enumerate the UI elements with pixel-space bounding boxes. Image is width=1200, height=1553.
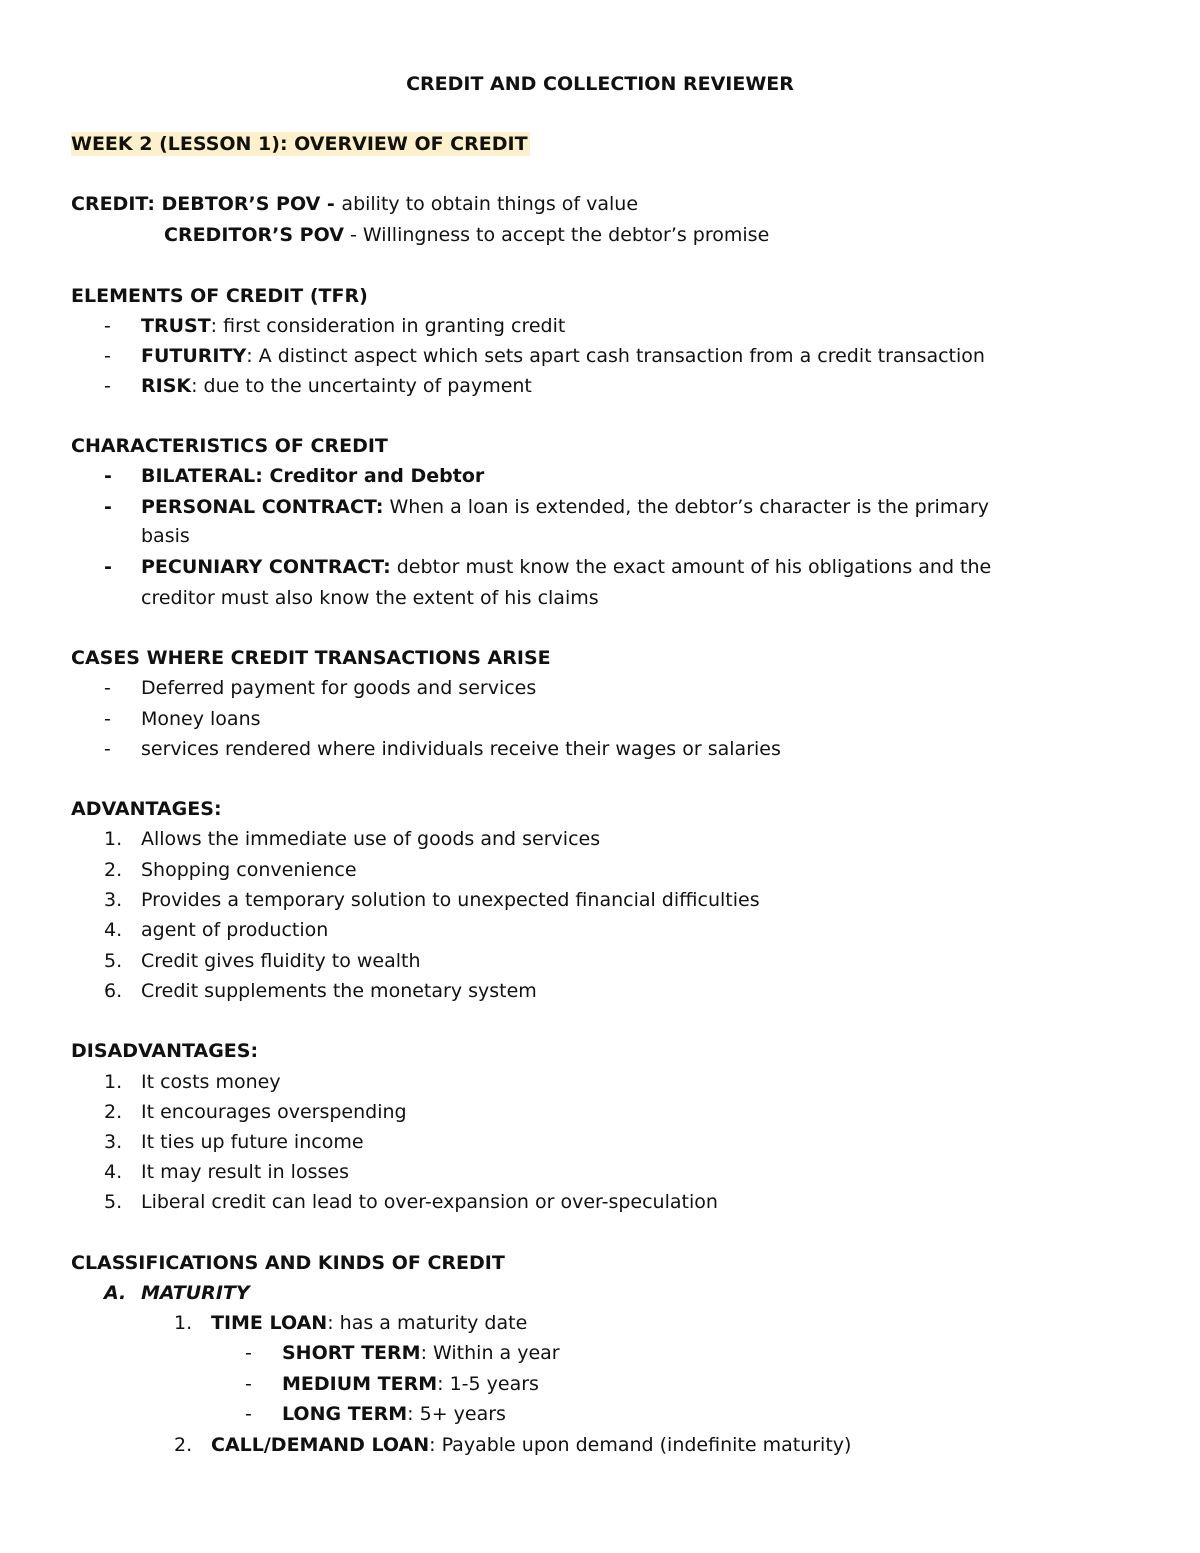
item-term: TRUST	[141, 315, 211, 337]
list-item	[282, 1399, 506, 1429]
item-text: : 5+ years	[407, 1403, 506, 1425]
item-text: : 1-5 years	[437, 1373, 539, 1395]
list-number: 3.	[104, 889, 123, 911]
list-marker: -	[104, 496, 112, 518]
list-item	[282, 1369, 539, 1399]
list-item	[141, 492, 989, 522]
list-item	[141, 552, 991, 582]
list-marker: -	[245, 1373, 252, 1395]
list-item: Credit gives fluidity to wealth	[141, 950, 421, 972]
list-number: 2.	[104, 859, 123, 881]
list-item: It may result in losses	[141, 1161, 349, 1183]
list-item: It ties up future income	[141, 1131, 364, 1153]
classifications-heading: CLASSIFICATIONS AND KINDS OF CREDIT	[71, 1252, 505, 1274]
maturity-subheading: MATURITY	[141, 1282, 250, 1304]
list-item: Deferred payment for goods and services	[141, 677, 537, 699]
elements-heading: ELEMENTS OF CREDIT (TFR)	[71, 285, 368, 307]
item-term: FUTURITY	[141, 345, 247, 367]
list-marker: -	[104, 677, 111, 699]
credit-definition-debtor	[71, 189, 638, 219]
document-title: CREDIT AND COLLECTION REVIEWER	[406, 73, 794, 95]
list-number: 5.	[104, 950, 123, 972]
list-item	[282, 1338, 560, 1368]
advantages-heading: ADVANTAGES:	[71, 798, 222, 820]
list-number: 2.	[174, 1434, 193, 1456]
list-marker: -	[104, 315, 111, 337]
item-term: PECUNIARY CONTRACT:	[141, 556, 391, 578]
list-number: 1.	[174, 1312, 193, 1334]
list-marker: -	[245, 1342, 252, 1364]
item-term: MEDIUM TERM	[282, 1373, 438, 1395]
list-item: services rendered where individuals receive their wages or salaries	[141, 738, 781, 760]
item-text: : first consideration in granting credit	[210, 315, 566, 337]
credit-definition-creditor	[164, 220, 769, 250]
list-item	[141, 461, 484, 491]
item-text: debtor must know the exact amount of his obligations and the	[390, 556, 992, 578]
list-item: It encourages overspending	[141, 1101, 407, 1123]
item-text: : Within a year	[420, 1342, 560, 1364]
list-marker: -	[104, 708, 111, 730]
list-item	[141, 311, 565, 341]
list-item: Money loans	[141, 708, 261, 730]
list-item-continuation: basis	[141, 525, 190, 547]
credit-label: CREDIT:	[71, 193, 162, 215]
debtor-pov-term: DEBTOR’S POV -	[161, 193, 342, 215]
item-term: SHORT TERM	[282, 1342, 421, 1364]
list-number: 1.	[104, 828, 123, 850]
item-text: When a loan is extended, the debtor’s character is the primary	[383, 496, 990, 518]
list-marker: -	[104, 375, 111, 397]
list-marker: -	[104, 556, 112, 578]
creditor-pov-text: - Willingness to accept the debtor’s promise	[343, 224, 770, 246]
list-item: Liberal credit can lead to over-expansion or over-speculation	[141, 1191, 718, 1213]
item-text: : due to the uncertainty of payment	[191, 375, 532, 397]
list-marker: -	[104, 738, 111, 760]
cases-heading: CASES WHERE CREDIT TRANSACTIONS ARISE	[71, 647, 551, 669]
list-number: 5.	[104, 1191, 123, 1213]
list-number: 6.	[104, 980, 123, 1002]
list-item: agent of production	[141, 919, 329, 941]
list-item: Credit supplements the monetary system	[141, 980, 537, 1002]
list-item: Allows the immediate use of goods and services	[141, 828, 601, 850]
item-term: CALL/DEMAND LOAN	[211, 1434, 430, 1456]
item-text: : has a maturity date	[327, 1312, 528, 1334]
list-item: It costs money	[141, 1071, 281, 1093]
list-marker: -	[104, 465, 112, 487]
list-number: 1.	[104, 1071, 123, 1093]
disadvantages-heading: DISADVANTAGES:	[71, 1040, 259, 1062]
week-heading	[71, 129, 530, 159]
list-number: 4.	[104, 1161, 123, 1183]
list-item: Shopping convenience	[141, 859, 357, 881]
week-heading-highlight: WEEK 2 (LESSON 1): OVERVIEW OF CREDIT	[71, 133, 528, 155]
list-marker: -	[104, 345, 111, 367]
list-item: Provides a temporary solution to unexpected financial difficulties	[141, 889, 760, 911]
list-number: 2.	[104, 1101, 123, 1123]
list-item	[141, 341, 985, 371]
list-item-continuation: creditor must also know the extent of his claims	[141, 587, 599, 609]
list-number: 3.	[104, 1131, 123, 1153]
creditor-pov-term: CREDITOR’S POV	[164, 224, 344, 246]
item-term: LONG TERM	[282, 1403, 408, 1425]
item-text: : A distinct aspect which sets apart cash transaction from a credit transaction	[246, 345, 985, 367]
item-term: RISK	[141, 375, 192, 397]
sub-marker: A.	[104, 1282, 127, 1304]
call-loan-item	[211, 1430, 851, 1460]
debtor-pov-text: ability to obtain things of value	[341, 193, 639, 215]
item-term: PERSONAL CONTRACT:	[141, 496, 384, 518]
characteristics-heading: CHARACTERISTICS OF CREDIT	[71, 435, 388, 457]
list-item	[141, 371, 532, 401]
item-term: BILATERAL: Creditor and Debtor	[141, 465, 485, 487]
item-term: TIME LOAN	[211, 1312, 328, 1334]
time-loan-item	[211, 1308, 527, 1338]
list-number: 4.	[104, 919, 123, 941]
item-text: : Payable upon demand (indefinite maturity)	[429, 1434, 852, 1456]
list-marker: -	[245, 1403, 252, 1425]
